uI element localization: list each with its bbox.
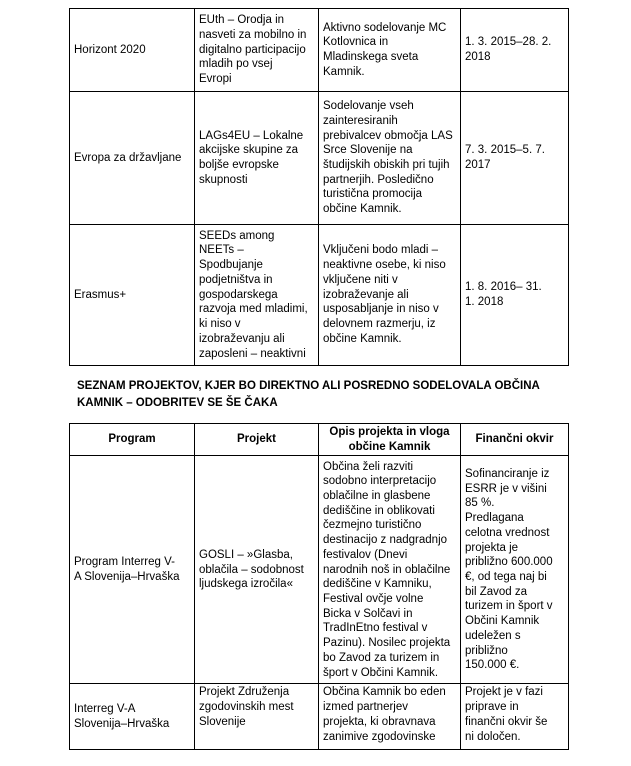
cell-program: Erasmus+ [70,225,195,366]
table-pending-projects [69,423,569,750]
cell-project: LAGs4EU – Lokalne akcijske skupine za boljše evropske skupnosti [195,92,319,225]
cell-description: Aktivno sodelovanje MC Kotlovnica in Mladinskega sveta Kamnik. [319,9,461,92]
section-heading: SEZNAM PROJEKTOV, KJER BO DIREKTNO ALI POSREDNO SODELOVALA OBČINA KAMNIK – ODOBRITEV SE ŠE ČAKA [77,380,540,409]
cell-project: SEEDs among NEETs – Spodbujanje podjetništva in gospodarskega razvoja med mladimi, ki niso v izobraževanju ali zaposleni – neaktivni [195,225,319,366]
header-budget: Finančni okvir [461,424,569,456]
cell-program: Program Interreg V- A Slovenija–Hrvaška [70,456,195,684]
header-description: Opis projekta in vloga občine Kamnik [319,424,461,456]
cell-budget: Projekt je v fazi priprave in finančni okvir še ni določen. [461,684,569,750]
cell-project: GOSLI – »Glasba, oblačila – sodobnost ljudskega izročila« [195,456,319,684]
table-row [70,92,569,225]
table-approved-projects [69,8,569,366]
cell-program: Evropa za državljane [70,92,195,225]
cell-project: Projekt Združenja zgodovinskih mest Slovenije [195,684,319,750]
cell-program: Interreg V-A Slovenija–Hrvaška [70,684,195,750]
cell-budget: Sofinanciranje iz ESRR je v višini 85 %. Predlagana celotna vrednost projekta je približno 600.000 €, od tega naj bi bil Zavod za turizem in šport v Občini Kamnik udeležen s približno 150.000 €. [461,456,569,684]
table-row [70,9,569,92]
cell-period: 7. 3. 2015–5. 7. 2017 [461,92,569,225]
table-row [70,225,569,366]
cell-project: EUth – Orodja in nasveti za mobilno in digitalno participacijo mladih po vsej Evropi [195,9,319,92]
cell-program: Horizont 2020 [70,9,195,92]
cell-period: 1. 3. 2015–28. 2. 2018 [461,9,569,92]
header-program: Program [70,424,195,456]
table-row [70,684,569,750]
cell-period: 1. 8. 2016– 31. 1. 2018 [461,225,569,366]
cell-description: Občina Kamnik bo eden izmed partnerjev projekta, ki obravnava zanimive zgodovinske [319,684,461,750]
header-project: Projekt [195,424,319,456]
cell-description: Sodelovanje vseh zainteresiranih prebivalcev območja LAS Srce Slovenije na študijskih obiskih pri tujih partnerjih. Posledično turistična promocija občine Kamnik. [319,92,461,225]
table-row [70,456,569,684]
table-header-row [70,424,569,456]
cell-description: Vključeni bodo mladi – neaktivne osebe, ki niso vključene niti v izobraževanje ali usposabljanje in niso v delovnem razmerju, iz občine Kamnik. [319,225,461,366]
cell-description: Občina želi razviti sodobno interpretacijo oblačilne in glasbene dediščine in oblikovati čezmejno turistično destinacijo z nadgradnjo festivalov (Dnevi narodnih noš in oblačilne dediščine v Kamniku, Festival ovčje volne Bicka v Solčavi in TradInEtno festival v Pazinu). Nosilec projekta bo Zavod za turizem in šport v Občini Kamnik. [319,456,461,684]
